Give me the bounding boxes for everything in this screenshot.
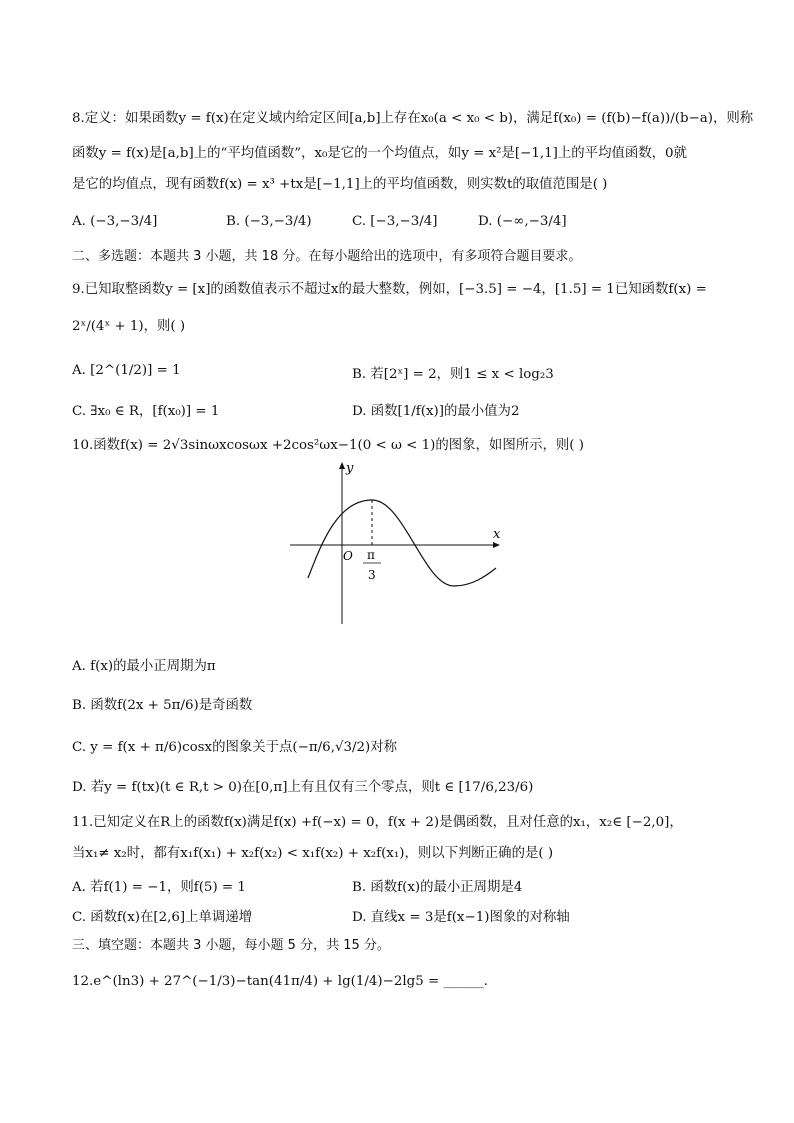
q9-line2: 2ˣ/(4ˣ + 1)，则( ) — [72, 319, 186, 334]
q9-line1: 9.已知取整函数y = [x]的函数值表示不超过x的最大整数，例如，[−3.5] = −4，[1.5] = 1已知函数f(x) = — [72, 282, 707, 297]
graph-sine-curve — [308, 500, 496, 586]
section-multiple-choice-heading: 二、多选题：本题共 3 小题，共 18 分。在每小题给出的选项中，有多项符合题目要求。 — [72, 249, 582, 264]
q8-option-a: A. (−3,−3/4] — [72, 214, 158, 229]
graph-label-origin: O — [343, 549, 353, 563]
q11-option-d: D. 直线x = 3是f(x−1)图象的对称轴 — [352, 910, 570, 925]
q12-line1: 12.e^(ln3) + 27^(−1/3)−tan(41π/4) + lg(1/4)−2lg5 = ______. — [72, 974, 488, 989]
graph-label-three: 3 — [368, 568, 376, 582]
graph-label-pi: π — [367, 548, 375, 562]
q10-option-b: B. 函数f(2x + 5π/6)是奇函数 — [72, 698, 253, 713]
q10-option-c: C. y = f(x + π/6)cosx的图象关于点(−π/6,√3/2)对称 — [72, 740, 398, 755]
q11-option-a: A. 若f(1) = −1，则f(5) = 1 — [72, 880, 246, 895]
q8-line1: 8.定义：如果函数y = f(x)在定义域内给定区间[a,b]上存在x₀(a < x₀ < b)，满足f(x₀) = (f(b)−f(a))/(b−a)，则称 — [72, 111, 754, 126]
q10-option-a: A. f(x)的最小正周期为π — [72, 659, 216, 674]
section-fill-in-heading: 三、填空题：本题共 3 小题，每小题 5 分，共 15 分。 — [72, 938, 390, 953]
q8-option-c: C. [−3,−3/4] — [352, 214, 438, 229]
q11-option-b: B. 函数f(x)的最小正周期是4 — [352, 880, 523, 895]
q10-line1: 10.函数f(x) = 2√3sinωxcosωx +2cos²ωx−1(0 < ω < 1)的图象，如图所示，则( ) — [72, 438, 584, 453]
graph-label-y: y — [346, 461, 354, 476]
q9-option-d: D. 函数[1/f(x)]的最小值为2 — [352, 404, 520, 419]
q8-line2: 函数y = f(x)是[a,b]上的“平均值函数”，x₀是它的一个均值点，如y = x²是[−1,1]上的平均值函数，0就 — [72, 146, 687, 161]
graph-label-x: x — [493, 527, 501, 542]
q10-option-d: D. 若y = f(tx)(t ∈ R,t > 0)在[0,π]上有且仅有三个零点，则t ∈ [17/6,23/6) — [72, 780, 534, 795]
q11-line2: 当x₁≠ x₂时，都有x₁f(x₁) + x₂f(x₂) < x₁f(x₂) + x₂f(x₁)，则以下判断正确的是( ) — [72, 846, 554, 861]
q9-option-b: B. 若[2ˣ] = 2，则1 ≤ x < log₂3 — [352, 367, 554, 382]
q9-option-a: A. [2^(1/2)] = 1 — [72, 363, 181, 378]
q11-line1: 11.已知定义在R上的函数f(x)满足f(x) +f(−x) = 0，f(x + 2)是偶函数，且对任意的x₁，x₂∈ [−2,0]， — [72, 815, 683, 830]
q8-option-d: D. (−∞,−3/4] — [478, 214, 567, 229]
q10-function-graph — [286, 458, 506, 628]
q9-option-c: C. ∃x₀ ∈ R，[f(x₀)] = 1 — [72, 404, 220, 419]
q8-line3: 是它的均值点，现有函数f(x) = x³ +tx是[−1,1]上的平均值函数，则实数t的取值范围是( ) — [72, 177, 608, 192]
q11-option-c: C. 函数f(x)在[2,6]上单调递增 — [72, 910, 253, 925]
graph-y-axis-arrow — [339, 462, 345, 469]
q8-option-b: B. (−3,−3/4) — [226, 214, 312, 229]
graph-x-axis-arrow — [493, 542, 500, 548]
